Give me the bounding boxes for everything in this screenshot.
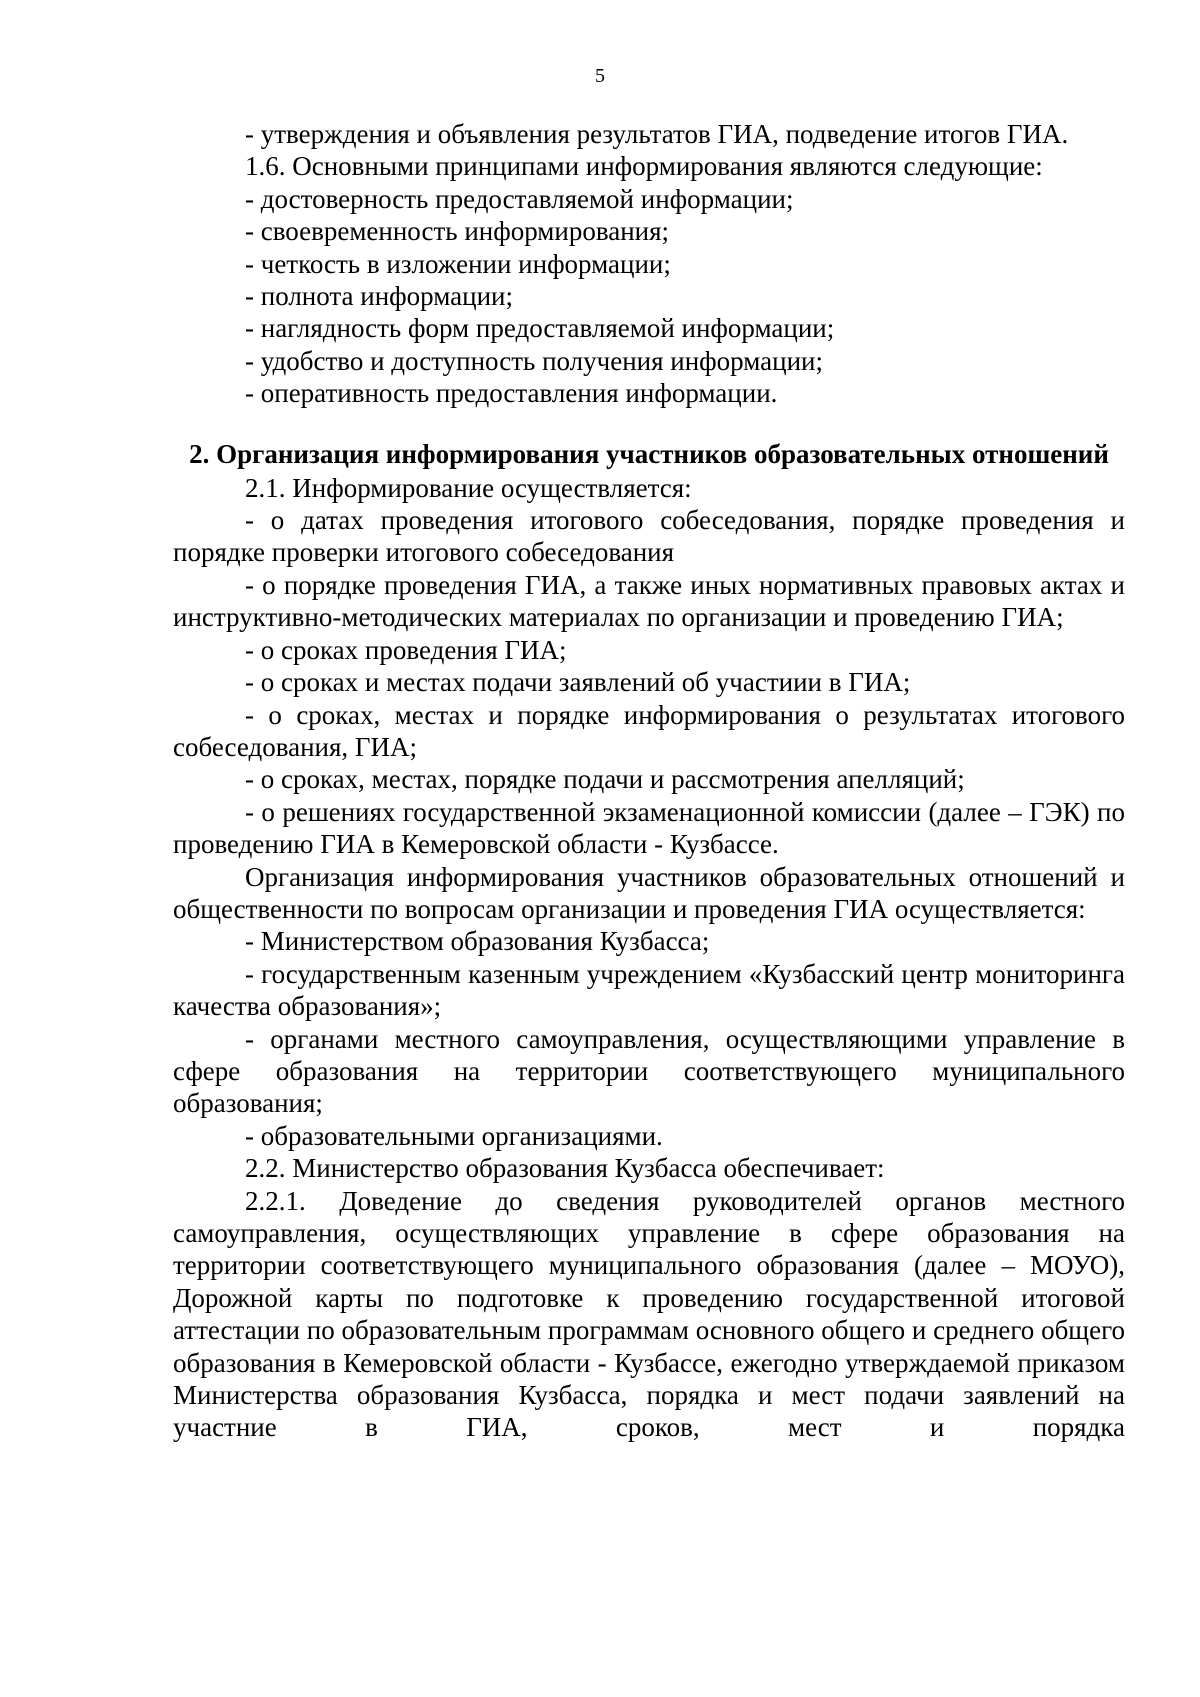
section-heading: 2. Организация информирования участников образовательных отношений [189, 438, 1109, 469]
paragraph: - оперативность предоставления информации. [245, 378, 778, 409]
page-number: 5 [595, 65, 605, 87]
paragraph: - четкость в изложении информации; [245, 248, 671, 279]
paragraph: - государственным казенным учреждением «Кузбасский центр мониторинга качества образования»; [173, 958, 1125, 1022]
document-body [173, 118, 1125, 1444]
paragraph: - о порядке проведения ГИА, а также иных нормативных правовых актах и инструктивно-методических материалах по организации и проведению ГИА; [173, 569, 1125, 633]
paragraph: - о сроках, местах, порядке подачи и рассмотрения апелляций; [245, 764, 965, 795]
paragraph: - утверждения и объявления результатов ГИА, подведение итогов ГИА. [245, 119, 1069, 149]
paragraph: - о сроках, местах и порядке информирования о результатах итогового собеседования, ГИА; [173, 699, 1125, 762]
paragraph: - полнота информации; [245, 281, 513, 312]
paragraph: - наглядность форм предоставляемой информации; [245, 313, 835, 344]
paragraph: 2.2. Министерство образования Кузбасса обеспечивает: [245, 1153, 885, 1184]
paragraph: - о сроках проведения ГИА; [245, 634, 567, 665]
paragraph: - Министерством образования Кузбасса; [245, 926, 710, 957]
paragraph: - своевременность информирования; [245, 216, 670, 247]
paragraph: 2.1. Информирование осуществляется: [245, 472, 692, 503]
paragraph: 2.2.1. Доведение до сведения руководителей органов местного самоуправления, осуществляющих управление в сфере образования на территории соответствующего муниципального образования (далее – МОУО), Дорожной карты по подготовке к проведению государственной итоговой аттестации по образовательным программам основного общего и среднего общего образования в Кемеровской области - Кузбассе, ежегодно утверждаемой приказом Министерства образования Кузбасса, порядка и мест подачи заявлений на участние в ГИА, сроков, мест и порядка [173, 1185, 1125, 1443]
paragraph: Организация информирования участников образовательных отношений и общественности по вопросам организации и проведения ГИА осуществляется: [173, 861, 1125, 924]
paragraph: - образовательными организациями. [245, 1120, 663, 1151]
paragraph: - достоверность предоставляемой информации; [245, 183, 794, 214]
paragraph: - о решениях государственной экзаменационной комиссии (далее – ГЭК) по проведению ГИА в Кемеровской области - Кузбассе. [173, 796, 1125, 860]
paragraph: - о датах проведения итогового собеседования, порядке проведения и порядке проверки итогового собеседования [173, 505, 1125, 568]
paragraph: - о сроках и местах подачи заявлений об участиии в ГИА; [245, 667, 911, 698]
paragraph: 1.6. Основными принципами информирования являются следующие: [245, 151, 1043, 182]
paragraph: - органами местного самоуправления, осуществляющими управление в сфере образования на территории соответствующего муниципального образования; [173, 1023, 1125, 1119]
paragraph: - удобство и доступность получения информации; [245, 345, 823, 376]
